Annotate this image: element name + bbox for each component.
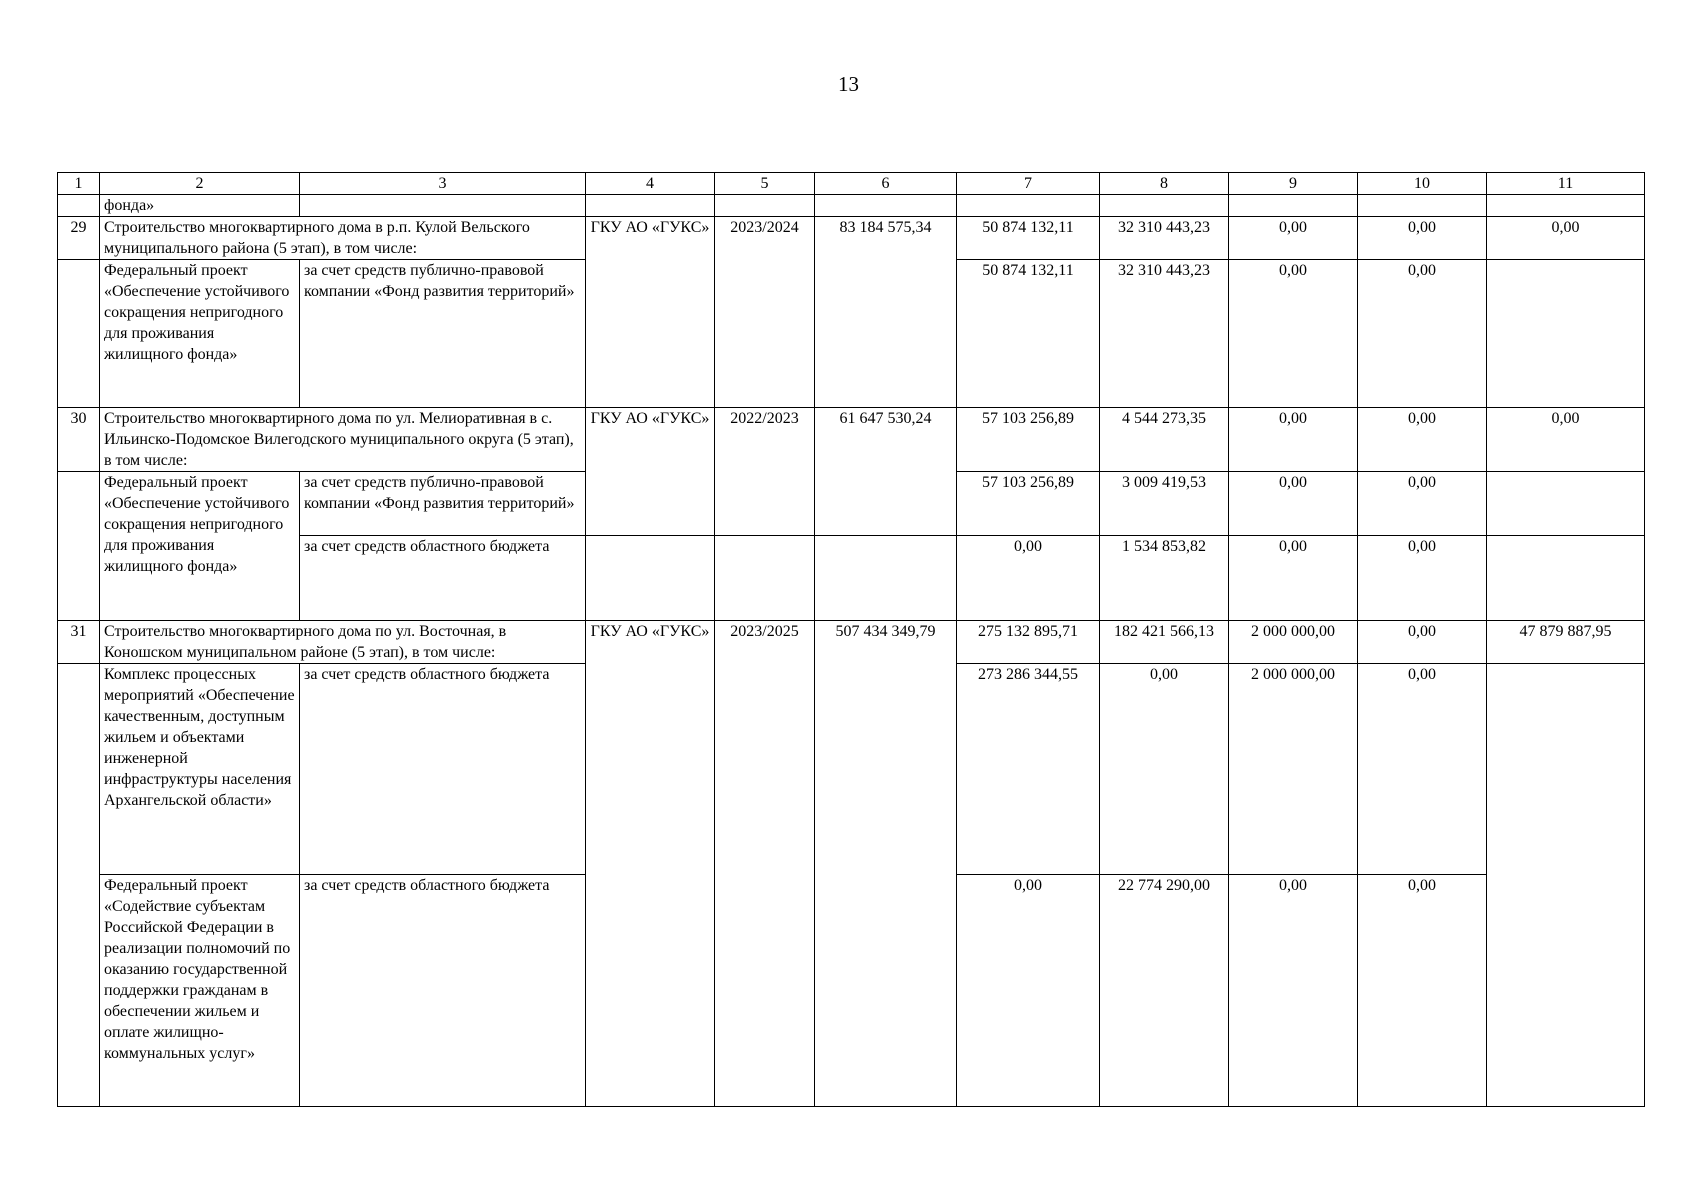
value-10: 0,00	[1358, 217, 1487, 260]
table-row	[58, 621, 1645, 664]
cell	[300, 195, 586, 217]
value-9: 0,00	[1229, 536, 1358, 621]
value-7: 50 874 132,11	[957, 260, 1100, 408]
cell	[1487, 472, 1645, 536]
value-10: 0,00	[1358, 472, 1487, 536]
organization: ГКУ АО «ГУКС»	[586, 408, 715, 536]
cell	[1487, 664, 1645, 1107]
value-10: 0,00	[1358, 875, 1487, 1107]
object-title: Строительство многоквартирного дома в р.п. Кулой Вельского муниципального района (5 этап), в том числе:	[100, 217, 586, 260]
cell	[58, 195, 100, 217]
value-8: 0,00	[1100, 664, 1229, 875]
value-7: 57 103 256,89	[957, 408, 1100, 472]
total-value: 83 184 575,34	[815, 217, 957, 408]
cell	[58, 260, 100, 408]
header-cell: 7	[957, 173, 1100, 195]
value-9: 2 000 000,00	[1229, 664, 1358, 875]
page-number: 13	[838, 72, 859, 96]
value-10: 0,00	[1358, 664, 1487, 875]
cell-project: фонда»	[100, 195, 300, 217]
cell	[1487, 195, 1645, 217]
period: 2023/2024	[715, 217, 815, 408]
value-10: 0,00	[1358, 536, 1487, 621]
value-11: 47 879 887,95	[1487, 621, 1645, 664]
value-8: 32 310 443,23	[1100, 217, 1229, 260]
value-10: 0,00	[1358, 621, 1487, 664]
cell	[1487, 260, 1645, 408]
value-10: 0,00	[1358, 260, 1487, 408]
row-number: 29	[58, 217, 100, 260]
organization: ГКУ АО «ГУКС»	[586, 621, 715, 1107]
period: 2022/2023	[715, 408, 815, 536]
budget-table	[57, 172, 1645, 1107]
organization: ГКУ АО «ГУКС»	[586, 217, 715, 408]
cell	[957, 195, 1100, 217]
value-9: 0,00	[1229, 472, 1358, 536]
value-8: 4 544 273,35	[1100, 408, 1229, 472]
cell-project: Федеральный проект «Обеспечение устойчивого сокращения непригодного для проживания жилищного фонда»	[100, 472, 300, 621]
value-7: 0,00	[957, 875, 1100, 1107]
value-9: 0,00	[1229, 260, 1358, 408]
cell-source: за счет средств областного бюджета	[300, 664, 586, 875]
header-cell: 8	[1100, 173, 1229, 195]
header-cell: 5	[715, 173, 815, 195]
cell-source: за счет средств публично-правовой компании «Фонд развития территорий»	[300, 472, 586, 536]
period: 2023/2025	[715, 621, 815, 1107]
header-cell: 9	[1229, 173, 1358, 195]
cell	[586, 536, 715, 621]
cell	[586, 195, 715, 217]
cell-project: Федеральный проект «Обеспечение устойчивого сокращения непригодного для проживания жилищного фонда»	[100, 260, 300, 408]
value-11: 0,00	[1487, 217, 1645, 260]
value-11: 0,00	[1487, 408, 1645, 472]
cell	[715, 195, 815, 217]
value-8: 182 421 566,13	[1100, 621, 1229, 664]
value-7: 273 286 344,55	[957, 664, 1100, 875]
cell	[815, 536, 957, 621]
table-row	[58, 408, 1645, 472]
value-9: 0,00	[1229, 408, 1358, 472]
value-9: 2 000 000,00	[1229, 621, 1358, 664]
object-title: Строительство многоквартирного дома по ул. Мелиоративная в с. Ильинско-Подомское Вилегодского муниципального округа (5 этап), в том числе:	[100, 408, 586, 472]
total-value: 61 647 530,24	[815, 408, 957, 536]
value-9: 0,00	[1229, 217, 1358, 260]
row-number: 31	[58, 621, 100, 664]
cell-project: Федеральный проект «Содействие субъектам Российской Федерации в реализации полномочий по оказанию государственной поддержки гражданам в обеспечении жильем и оплате жилищно-коммунальных услуг»	[100, 875, 300, 1107]
value-8: 32 310 443,23	[1100, 260, 1229, 408]
value-7: 57 103 256,89	[957, 472, 1100, 536]
cell-project: Комплекс процессных мероприятий «Обеспечение качественным, доступным жильем и объектами инженерной инфраструктуры населения Архангельской области»	[100, 664, 300, 875]
header-row	[58, 173, 1645, 195]
value-9: 0,00	[1229, 875, 1358, 1107]
cell	[1229, 195, 1358, 217]
value-8: 3 009 419,53	[1100, 472, 1229, 536]
value-7: 50 874 132,11	[957, 217, 1100, 260]
cell-source: за счет средств областного бюджета	[300, 536, 586, 621]
header-cell: 6	[815, 173, 957, 195]
cell	[715, 536, 815, 621]
header-cell: 3	[300, 173, 586, 195]
value-8: 22 774 290,00	[1100, 875, 1229, 1107]
cell	[58, 472, 100, 621]
value-10: 0,00	[1358, 408, 1487, 472]
cell	[815, 195, 957, 217]
cell	[58, 664, 100, 1107]
header-cell: 2	[100, 173, 300, 195]
cell-source: за счет средств публично-правовой компании «Фонд развития территорий»	[300, 260, 586, 408]
table-row	[58, 195, 1645, 217]
cell	[1487, 536, 1645, 621]
header-cell: 11	[1487, 173, 1645, 195]
total-value: 507 434 349,79	[815, 621, 957, 1107]
value-7: 0,00	[957, 536, 1100, 621]
row-number: 30	[58, 408, 100, 472]
value-7: 275 132 895,71	[957, 621, 1100, 664]
cell	[1100, 195, 1229, 217]
table-row	[58, 217, 1645, 260]
header-cell: 10	[1358, 173, 1487, 195]
value-8: 1 534 853,82	[1100, 536, 1229, 621]
object-title: Строительство многоквартирного дома по ул. Восточная, в Коношском муниципальном районе (5 этап), в том числе:	[100, 621, 586, 664]
cell	[1358, 195, 1487, 217]
header-cell: 1	[58, 173, 100, 195]
header-cell: 4	[586, 173, 715, 195]
cell-source: за счет средств областного бюджета	[300, 875, 586, 1107]
